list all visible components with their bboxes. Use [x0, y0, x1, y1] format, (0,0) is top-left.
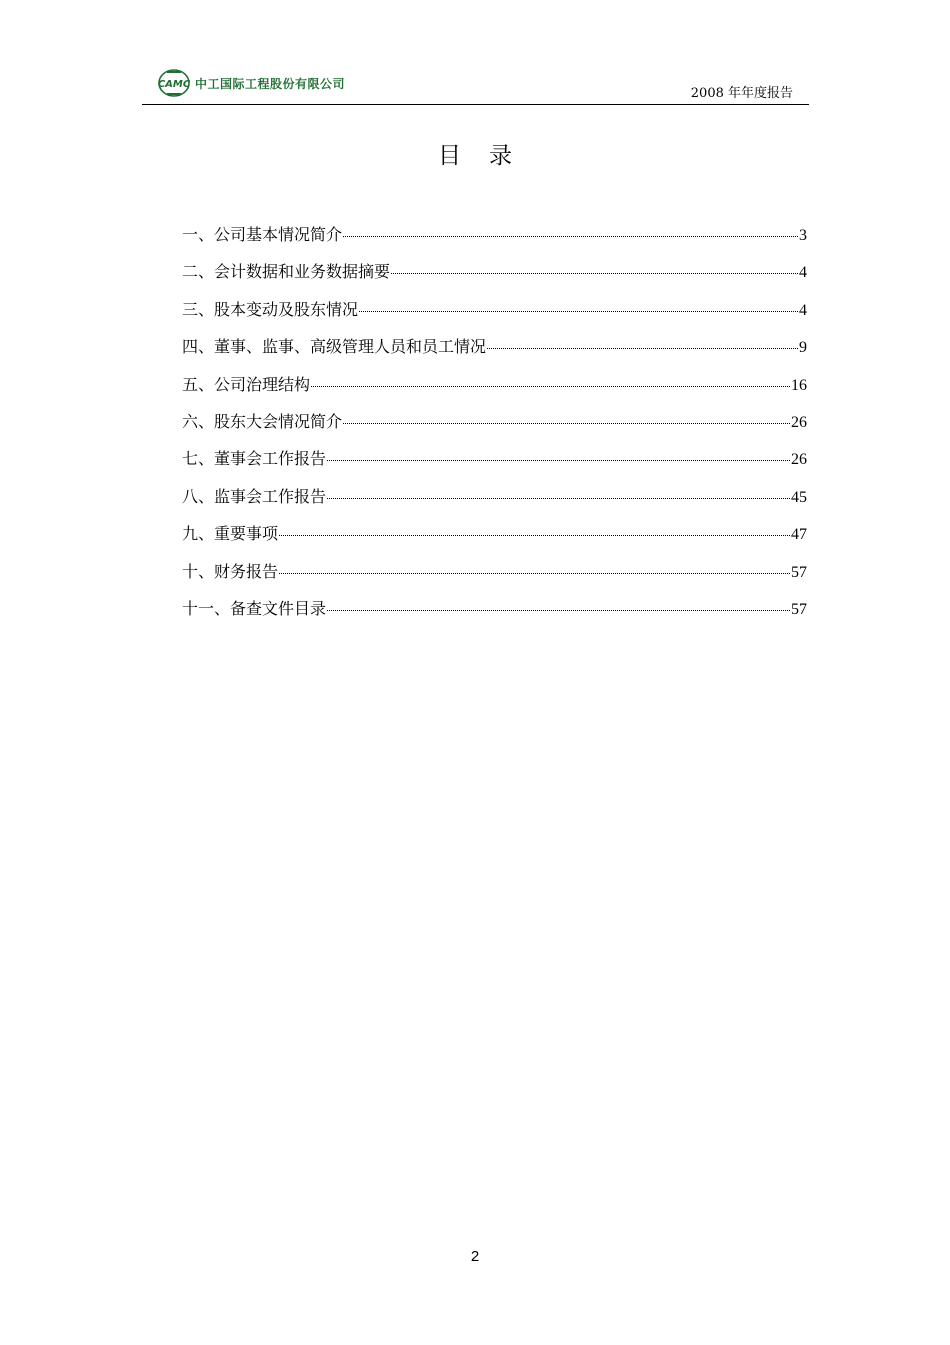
toc-leader-dots — [343, 423, 790, 424]
toc-entry[interactable] — [182, 221, 807, 258]
table-of-contents — [182, 221, 807, 632]
toc-entry-label: 八、监事会工作报告 — [182, 486, 327, 506]
toc-entry-page: 16 — [791, 376, 807, 394]
toc-leader-dots — [391, 273, 798, 274]
toc-entry-page: 57 — [791, 563, 807, 581]
toc-entry-page: 45 — [791, 488, 807, 506]
toc-entry[interactable] — [182, 258, 807, 295]
toc-leader-dots — [311, 386, 790, 387]
toc-entry-page: 47 — [791, 526, 807, 544]
toc-entry-label: 七、董事会工作报告 — [182, 449, 327, 469]
toc-entry-label: 四、董事、监事、高级管理人员和员工情况 — [182, 337, 487, 357]
toc-entry-page: 4 — [799, 264, 807, 282]
toc-entry[interactable] — [182, 483, 807, 520]
toc-entry-label: 十、财务报告 — [182, 561, 279, 581]
toc-entry[interactable] — [182, 296, 807, 333]
toc-leader-dots — [279, 573, 790, 574]
toc-entry-page: 3 — [799, 227, 807, 244]
page-number: 2 — [470, 1248, 480, 1265]
toc-entry-label: 十一、备查文件目录 — [182, 598, 327, 618]
toc-entry-label: 三、股本变动及股东情况 — [182, 299, 359, 319]
toc-entry-page: 9 — [799, 339, 807, 357]
toc-leader-dots — [327, 460, 790, 461]
svg-text:CAMC: CAMC — [157, 79, 191, 90]
report-title: 2008 年年度报告 — [690, 86, 793, 101]
toc-entry-label: 一、公司基本情况简介 — [182, 225, 343, 244]
toc-entry-page: 26 — [791, 413, 807, 431]
toc-leader-dots — [279, 535, 790, 536]
toc-entry[interactable] — [182, 520, 807, 557]
toc-leader-dots — [343, 236, 798, 237]
toc-leader-dots — [327, 610, 790, 611]
toc-entry[interactable] — [182, 558, 807, 595]
toc-entry-page: 57 — [791, 600, 807, 618]
toc-entry-label: 五、公司治理结构 — [182, 374, 311, 394]
toc-entry-page: 4 — [799, 301, 807, 319]
company-name: 中工国际工程股份有限公司 — [195, 76, 346, 91]
toc-leader-dots — [487, 348, 798, 349]
toc-entry-label: 六、股东大会情况简介 — [182, 411, 343, 431]
page-header — [142, 62, 809, 105]
toc-entry[interactable] — [182, 371, 807, 408]
toc-entry-label: 九、重要事项 — [182, 524, 279, 544]
toc-leader-dots — [359, 311, 798, 312]
toc-entry[interactable] — [182, 445, 807, 482]
toc-entry[interactable] — [182, 595, 807, 632]
toc-leader-dots — [327, 498, 790, 499]
toc-entry[interactable] — [182, 408, 807, 445]
company-logo — [156, 68, 345, 98]
toc-entry-page: 26 — [791, 451, 807, 469]
camc-logo-icon — [156, 68, 192, 98]
toc-entry[interactable] — [182, 333, 807, 370]
toc-entry-label: 二、会计数据和业务数据摘要 — [182, 262, 391, 282]
toc-title: 目录 — [438, 143, 540, 169]
